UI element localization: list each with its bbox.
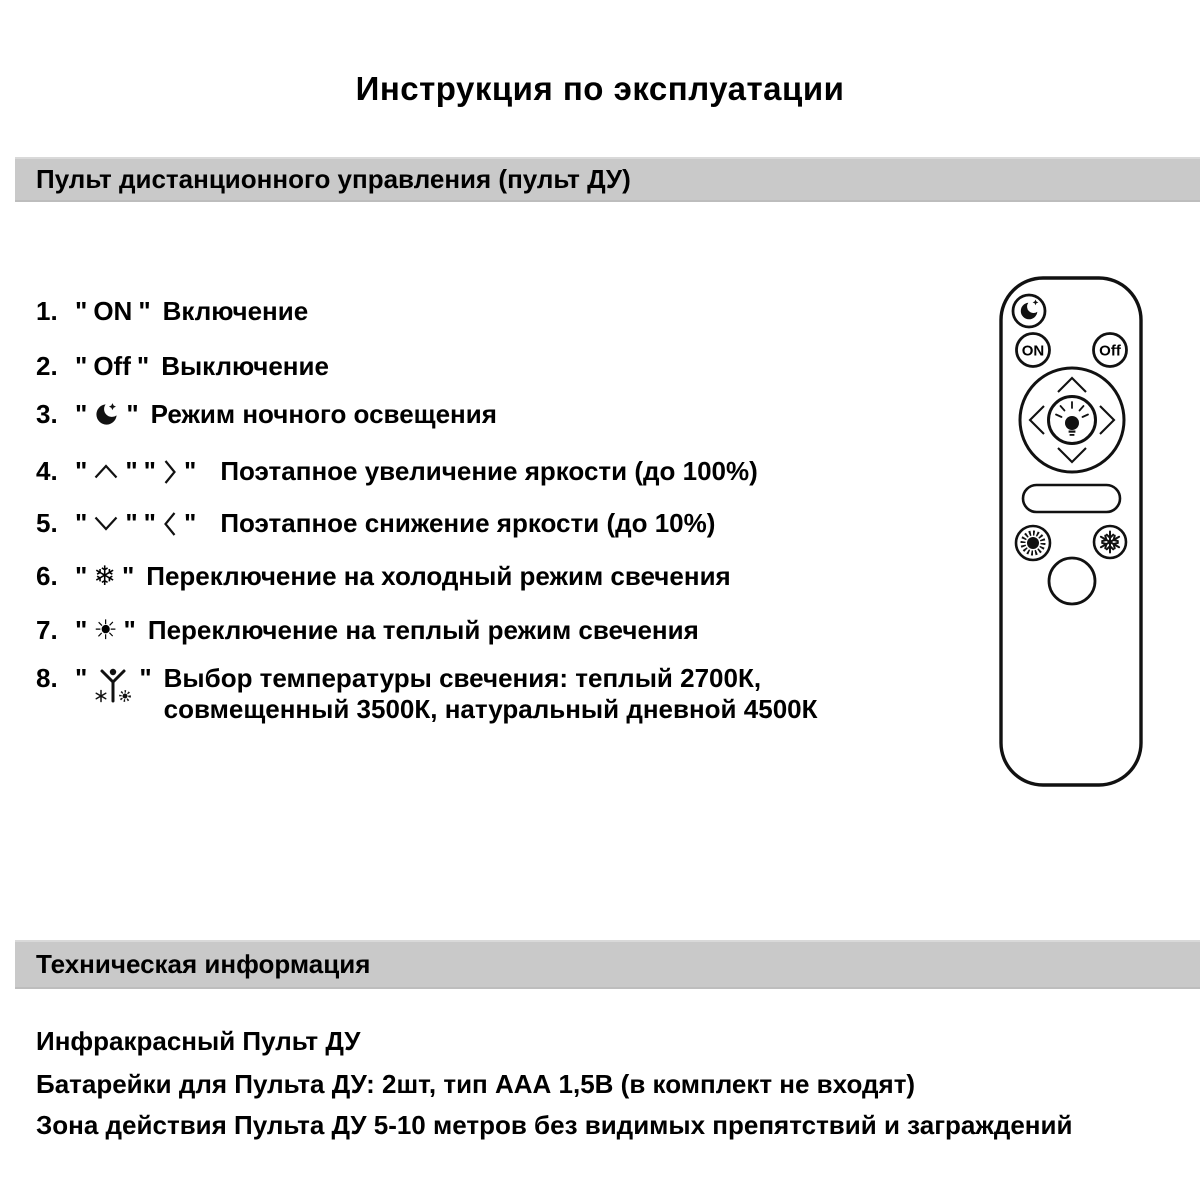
item-text: Переключение на холодный режим свечения xyxy=(146,561,731,591)
item-text-line-2: совмещенный 3500К, натуральный дневной 4500К xyxy=(163,694,818,724)
list-item-cold-mode xyxy=(36,561,731,592)
quote-mark: " xyxy=(75,456,88,486)
item-number: 7. xyxy=(36,615,58,645)
list-item-on xyxy=(36,296,308,327)
item-text: Поэтапное увеличение яркости (до 100%) xyxy=(220,456,758,486)
quote-mark: " xyxy=(125,508,138,538)
sun-icon: ☀ xyxy=(93,615,118,646)
quote-mark: " xyxy=(138,296,151,326)
off-button-label: Off xyxy=(93,351,131,381)
quote-mark: " xyxy=(121,561,135,591)
item-number: 8. xyxy=(36,663,58,693)
quote-mark: " xyxy=(75,615,88,645)
section-header-tech xyxy=(15,940,1200,989)
list-item-night-mode xyxy=(36,399,497,430)
quote-mark: " xyxy=(75,561,88,591)
temperature-select-icon xyxy=(93,665,133,707)
item-text: Включение xyxy=(162,296,309,326)
quote-mark: " xyxy=(183,508,197,538)
item-number: 4. xyxy=(36,456,58,486)
quote-mark: " xyxy=(125,456,138,486)
item-text: Выключение xyxy=(161,351,329,381)
item-text-multiline xyxy=(164,663,818,725)
section-header-remote-label: Пульт дистанционного управления (пульт ДУ) xyxy=(36,164,631,194)
quote-mark: " xyxy=(75,351,88,381)
list-item-brightness-down xyxy=(36,508,715,539)
quote-mark: " xyxy=(75,296,88,326)
chevron-up-icon xyxy=(93,463,119,480)
quote-mark: " xyxy=(123,615,136,645)
quote-mark: " xyxy=(143,508,156,538)
item-text: Режим ночного освещения xyxy=(150,399,497,429)
quote-mark: " xyxy=(75,663,88,693)
list-item-temperature-select xyxy=(36,663,817,725)
section-header-tech-label: Техническая информация xyxy=(36,949,371,979)
quote-mark: " xyxy=(183,456,197,486)
item-number: 3. xyxy=(36,399,58,429)
chevron-right-icon xyxy=(162,458,178,486)
item-number: 1. xyxy=(36,296,58,326)
page-title: Инструкция по эксплуатации xyxy=(355,70,845,107)
on-button-label: ON xyxy=(93,296,133,326)
quote-mark: " xyxy=(126,399,139,429)
moon-icon xyxy=(93,401,120,428)
quote-mark: " xyxy=(75,399,88,429)
section-header-remote xyxy=(15,157,1200,202)
remote-illustration xyxy=(995,272,1147,792)
item-number: 5. xyxy=(36,508,58,538)
snowflake-icon: ❄ xyxy=(93,561,116,592)
tech-info-line: Инфракрасный Пульт ДУ xyxy=(36,1026,361,1056)
quote-mark: " xyxy=(136,351,150,381)
tech-info-line: Зона действия Пульта ДУ 5-10 метров без видимых препятствий и заграждений xyxy=(36,1110,1073,1140)
quote-mark: " xyxy=(143,456,156,486)
quote-mark: " xyxy=(75,508,88,538)
item-number: 2. xyxy=(36,351,58,381)
list-item-warm-mode xyxy=(36,615,699,646)
list-item-off xyxy=(36,351,329,382)
off-button-text: Off xyxy=(1099,342,1121,360)
tech-info-line: Батарейки для Пульта ДУ: 2шт, тип ААА 1,5В (в комплект не входят) xyxy=(36,1069,916,1099)
item-text-line-1: Выбор температуры свечения: теплый 2700К, xyxy=(163,663,762,693)
chevron-left-icon xyxy=(162,510,178,538)
item-text: Поэтапное снижение яркости (до 10%) xyxy=(220,508,716,538)
chevron-down-icon xyxy=(93,515,119,532)
list-item-brightness-up xyxy=(36,456,758,487)
item-number: 6. xyxy=(36,561,58,591)
item-text: Переключение на теплый режим свечения xyxy=(147,615,699,645)
on-button-text: ON xyxy=(1021,342,1045,360)
quote-mark: " xyxy=(139,663,152,693)
